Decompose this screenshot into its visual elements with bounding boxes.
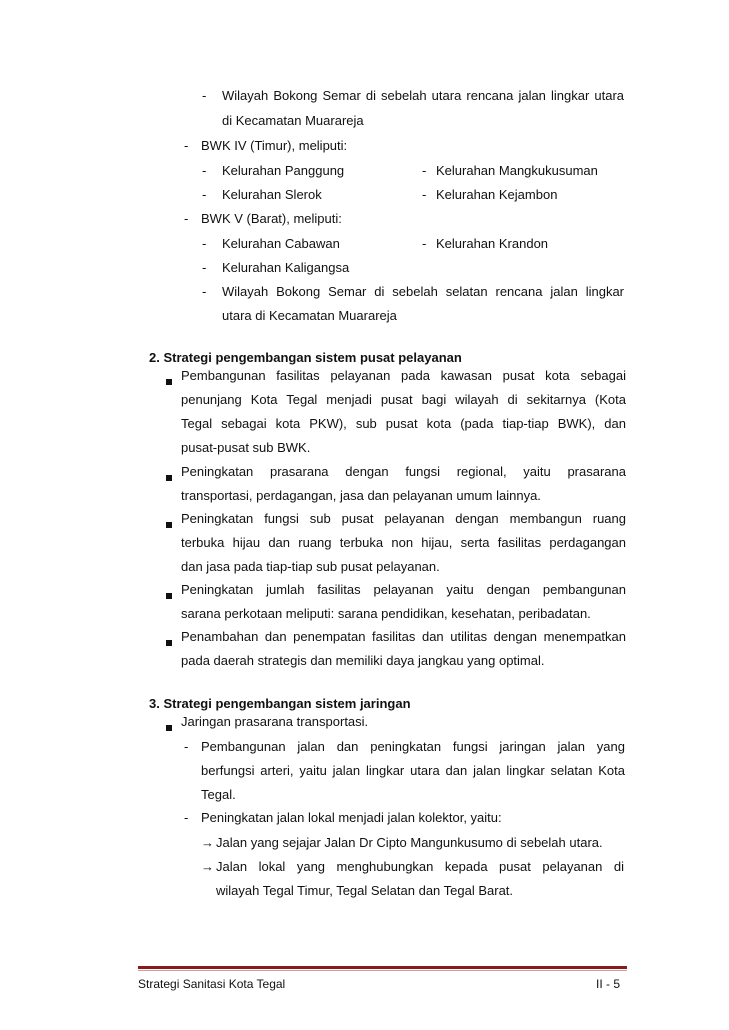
text-line: Jaringan prasarana transportasi.: [181, 714, 369, 729]
text-line: Peningkatan jumlah fasilitas pelayanan yaitu dengan pembangunan: [181, 582, 626, 597]
dash: -: [184, 739, 189, 754]
text-line: dan jasa pada tiap-tiap sub pusat pelayanan.: [181, 559, 440, 574]
text-line: Wilayah Bokong Semar di sebelah utara rencana jalan lingkar utara: [222, 88, 624, 103]
list-item: Kelurahan Slerok: [222, 187, 322, 202]
text-line: transportasi, perdagangan, jasa dan pelayanan umum lainnya.: [181, 488, 541, 503]
dash: -: [184, 211, 189, 226]
dash: -: [202, 260, 207, 275]
list-item: Kelurahan Mangkukusuman: [436, 163, 598, 178]
text-line: Jalan lokal yang menghubungkan kepada pusat pelayanan di: [216, 859, 624, 874]
text-line: pusat-pusat sub BWK.: [181, 440, 311, 455]
text-line: terbuka hijau dan ruang terbuka non hijau, serta fasilitas perdagangan: [181, 535, 626, 550]
dash: -: [202, 163, 207, 178]
bullet-icon: [166, 469, 172, 485]
bullet-icon: [166, 634, 172, 650]
text-line: Peningkatan jalan lokal menjadi jalan kolektor, yaitu:: [201, 810, 502, 825]
dash: -: [202, 284, 207, 299]
text-line: Tegal.: [201, 787, 236, 802]
text-line: Peningkatan fungsi sub pusat pelayanan dengan membangun ruang: [181, 511, 626, 526]
list-item: Kelurahan Cabawan: [222, 236, 340, 251]
text-line: berfungsi arteri, yaitu jalan lingkar utara dan jalan lingkar selatan Kota: [201, 763, 625, 778]
footer-title: Strategi Sanitasi Kota Tegal: [138, 977, 286, 991]
list-item: Kelurahan Krandon: [436, 236, 549, 251]
dash: -: [202, 236, 207, 251]
text-line: Peningkatan prasarana dengan fungsi regional, yaitu prasarana: [181, 464, 626, 479]
dash: -: [422, 236, 427, 251]
bullet-icon: [166, 719, 172, 735]
dash: -: [422, 163, 427, 178]
list-item: Kelurahan Kejambon: [436, 187, 558, 202]
bullet-icon: [166, 516, 172, 532]
text-line: Jalan yang sejajar Jalan Dr Cipto Mangunkusumo di sebelah utara.: [216, 835, 603, 850]
section-heading: 3. Strategi pengembangan sistem jaringan: [149, 696, 411, 711]
text-line: di Kecamatan Muarareja: [222, 113, 364, 128]
dash: -: [184, 810, 189, 825]
text-line: Penambahan dan penempatan fasilitas dan utilitas dengan menempatkan: [181, 629, 626, 644]
bullet-icon: [166, 587, 172, 603]
text-line: pada daerah strategis dan memiliki daya jangkau yang optimal.: [181, 653, 545, 668]
text-line: wilayah Tegal Timur, Tegal Selatan dan Tegal Barat.: [216, 883, 514, 898]
page-number: II - 5: [596, 977, 621, 991]
text-line: Pembangunan fasilitas pelayanan pada kawasan pusat kota sebagai: [181, 368, 626, 383]
arrow-icon: →: [201, 859, 214, 874]
footer-rule: [138, 966, 627, 969]
text-line: utara di Kecamatan Muarareja: [222, 308, 397, 323]
section-heading: 2. Strategi pengembangan sistem pusat pelayanan: [149, 350, 462, 365]
text-line: Tegal sebagai kota PKW), sub pusat kota (pada tiap-tiap BWK), dan: [181, 416, 626, 431]
text-line: Pembangunan jalan dan peningkatan fungsi jaringan jalan yang: [201, 739, 625, 754]
text-line: sarana perkotaan meliputi: sarana pendidikan, kesehatan, peribadatan.: [181, 606, 591, 621]
bullet-icon: [166, 373, 172, 389]
list-item: Kelurahan Kaligangsa: [222, 260, 350, 275]
text-line: Wilayah Bokong Semar di sebelah selatan rencana jalan lingkar: [222, 284, 624, 299]
bwk-heading: BWK V (Barat), meliputi:: [201, 211, 342, 226]
text-line: penunjang Kota Tegal menjadi pusat bagi wilayah di sekitarnya (Kota: [181, 392, 626, 407]
bwk-heading: BWK IV (Timur), meliputi:: [201, 138, 348, 153]
dash: -: [202, 187, 207, 202]
arrow-icon: →: [201, 835, 214, 850]
footer-rule-thin: [138, 970, 627, 971]
list-item: Kelurahan Panggung: [222, 163, 345, 178]
dash: -: [184, 138, 189, 153]
dash: -: [202, 88, 207, 103]
dash: -: [422, 187, 427, 202]
